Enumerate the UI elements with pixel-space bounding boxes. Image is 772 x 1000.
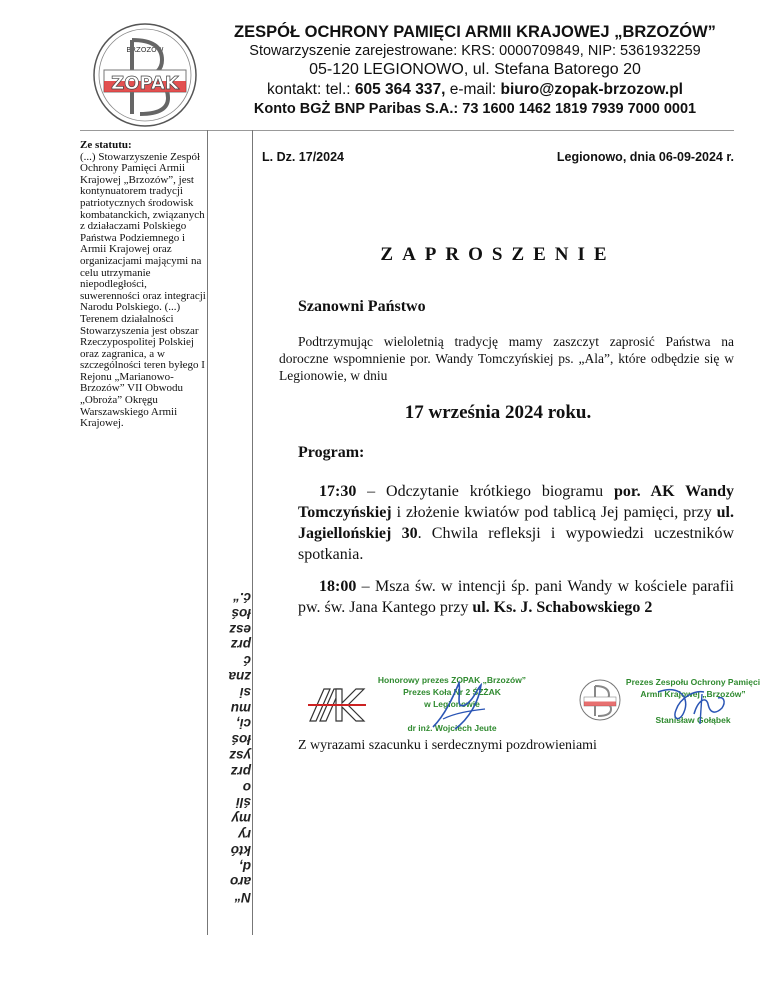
vertical-quote-line: esz <box>229 621 251 637</box>
signature-title: Prezes Zespołu Ochrony Pamięci <box>625 677 761 687</box>
handwritten-signature-icon <box>425 675 495 735</box>
svg-text:ZOPAK: ZOPAK <box>111 73 179 94</box>
vertical-quote-line: prz <box>230 637 251 653</box>
contact-prefix: kontakt: tel.: <box>267 81 355 98</box>
document-title: ZAPROSZENIE <box>380 244 616 265</box>
handwritten-signature-icon <box>650 680 750 730</box>
program-item <box>298 481 734 565</box>
program-text: i złożenie kwiatów pod tablicą Jej pamięci, przy <box>391 504 717 521</box>
signature-title: w Legionowie <box>424 699 480 709</box>
zopak-stamp-icon <box>578 678 622 722</box>
ak-anchor-logo-icon <box>306 683 368 725</box>
vertical-quote-line: ć.“ <box>232 589 251 605</box>
greeting: Szanowni Państwo <box>298 298 426 315</box>
vertical-quote <box>209 560 251 905</box>
vertical-quote-line: d, <box>239 858 251 874</box>
vertical-quote-line: łoś <box>231 605 251 621</box>
column-divider <box>207 130 208 935</box>
header-divider <box>80 130 734 131</box>
program-time: 17:30 <box>319 483 357 500</box>
vertical-quote-line: prz <box>230 763 251 779</box>
org-name: ZESPÓŁ OCHRONY PAMIĘCI ARMII KRAJOWEJ „BRZOZÓW” <box>234 23 716 41</box>
intro-paragraph: Podtrzymując wieloletnią tradycję mamy zaszczyt zaprosić Państwa na doroczne wspomnienie por. Wandy Tomczyńskiej ps. „Ala”, które odbędzie się w Legionowie, w dniu <box>279 334 734 384</box>
closing-line: Z wyrazami szacunku i serdecznymi pozdrowieniami <box>298 738 597 753</box>
letterhead <box>205 22 745 119</box>
vertical-quote-line: aro <box>229 874 251 890</box>
honoree-name: por. AK Wandy Tomczyńskiej <box>298 483 734 521</box>
vertical-quote-line: o <box>242 779 251 795</box>
program-time: 18:00 <box>319 578 357 595</box>
program-item <box>298 576 734 618</box>
statute-text: (...) Stowarzyszenie Zespół Ochrony Pamięci Armii Krajowej „Brzozów”, jest kontynuatorem tradycji patriotycznych środowisk kombatanckich, związanych z działaczami Polskiego Państwa Podziemnego i Armii Krajowej oraz organizacjami mającymi na celu utrzymanie niepodległości, suwerenności oraz integracji Narodu Polskiego. (...) Terenem działalności Stowarzyszenia jest obszar Rzeczypospolitej Polskiej oraz zagranica, a w szczególności teren byłego I Rejonu „Marianowo-Brzozów” VII Obwodu „Obroża” Okręgu Warszawskiego Armii Krajowej. <box>80 150 206 430</box>
program-label: Program: <box>298 444 365 461</box>
registration-line: Stowarzyszenie zarejestrowane: KRS: 0000709849, NIP: 5361932259 <box>249 43 701 59</box>
venue-street: ul. Jagiellońskiej 30 <box>298 504 734 542</box>
signatory-name: dr inż. Wojciech Jeute <box>407 723 497 733</box>
vertical-quote-line: któ <box>230 842 251 858</box>
address-line: 05-120 LEGIONOWO, ul. Stefana Batorego 20 <box>309 61 641 78</box>
vertical-quote-line: N“ <box>234 890 251 905</box>
signature-title: Prezes Koła Nr 2 ŚZŻAK <box>403 687 501 697</box>
statute-heading: Ze statutu: <box>80 139 132 151</box>
svg-text:BRZOZÓW: BRZOZÓW <box>126 46 164 54</box>
venue-street: ul. Ks. J. Schabowskiego 2 <box>472 599 653 616</box>
vertical-quote-line: łoś <box>231 732 251 748</box>
vertical-quote-line: si <box>239 684 251 700</box>
vertical-quote-line: ć <box>243 653 251 669</box>
zopak-logo-icon <box>92 22 198 128</box>
vertical-quote-line: ci, <box>235 716 251 732</box>
vertical-quote-line: ysz <box>229 747 251 763</box>
contact-line <box>205 80 745 100</box>
email-address[interactable]: biuro@zopak-brzozow.pl <box>500 81 683 98</box>
bank-account: Konto BGŻ BNP Paribas S.A.: 73 1600 1462 1819 7939 7000 0001 <box>253 101 697 117</box>
statute-excerpt <box>80 140 208 430</box>
phone-number: 605 364 337, <box>354 81 446 98</box>
email-prefix: e-mail: <box>445 81 501 98</box>
signature-title: Honorowy prezes ZOPAK „Brzozów” <box>377 675 527 685</box>
vertical-quote-line: zna <box>228 668 251 684</box>
vertical-quote-line: śli <box>235 795 251 811</box>
vertical-quote-line: mu <box>230 700 251 716</box>
signatory-name: Stanisław Gołąbek <box>655 715 731 725</box>
vertical-quote-line: my <box>231 811 251 827</box>
program-text: . Chwila refleksji i wypowiedzi uczestników spotkania. <box>298 525 735 563</box>
column-divider <box>252 130 253 935</box>
signature-title: Armii Krajowej „Brzozów” <box>640 689 746 699</box>
place-date: Legionowo, dnia 06-09-2024 r. <box>556 150 734 164</box>
reference-number: L. Dz. 17/2024 <box>262 150 344 164</box>
program-text: – Odczytanie krótkiego biogramu <box>356 483 615 500</box>
vertical-quote-line: ry <box>238 826 251 842</box>
event-date: 17 września 2024 roku. <box>404 402 592 423</box>
program-text: – Msza św. w intencji śp. pani Wandy w kościele parafii pw. św. Jana Kantego przy <box>298 578 734 616</box>
